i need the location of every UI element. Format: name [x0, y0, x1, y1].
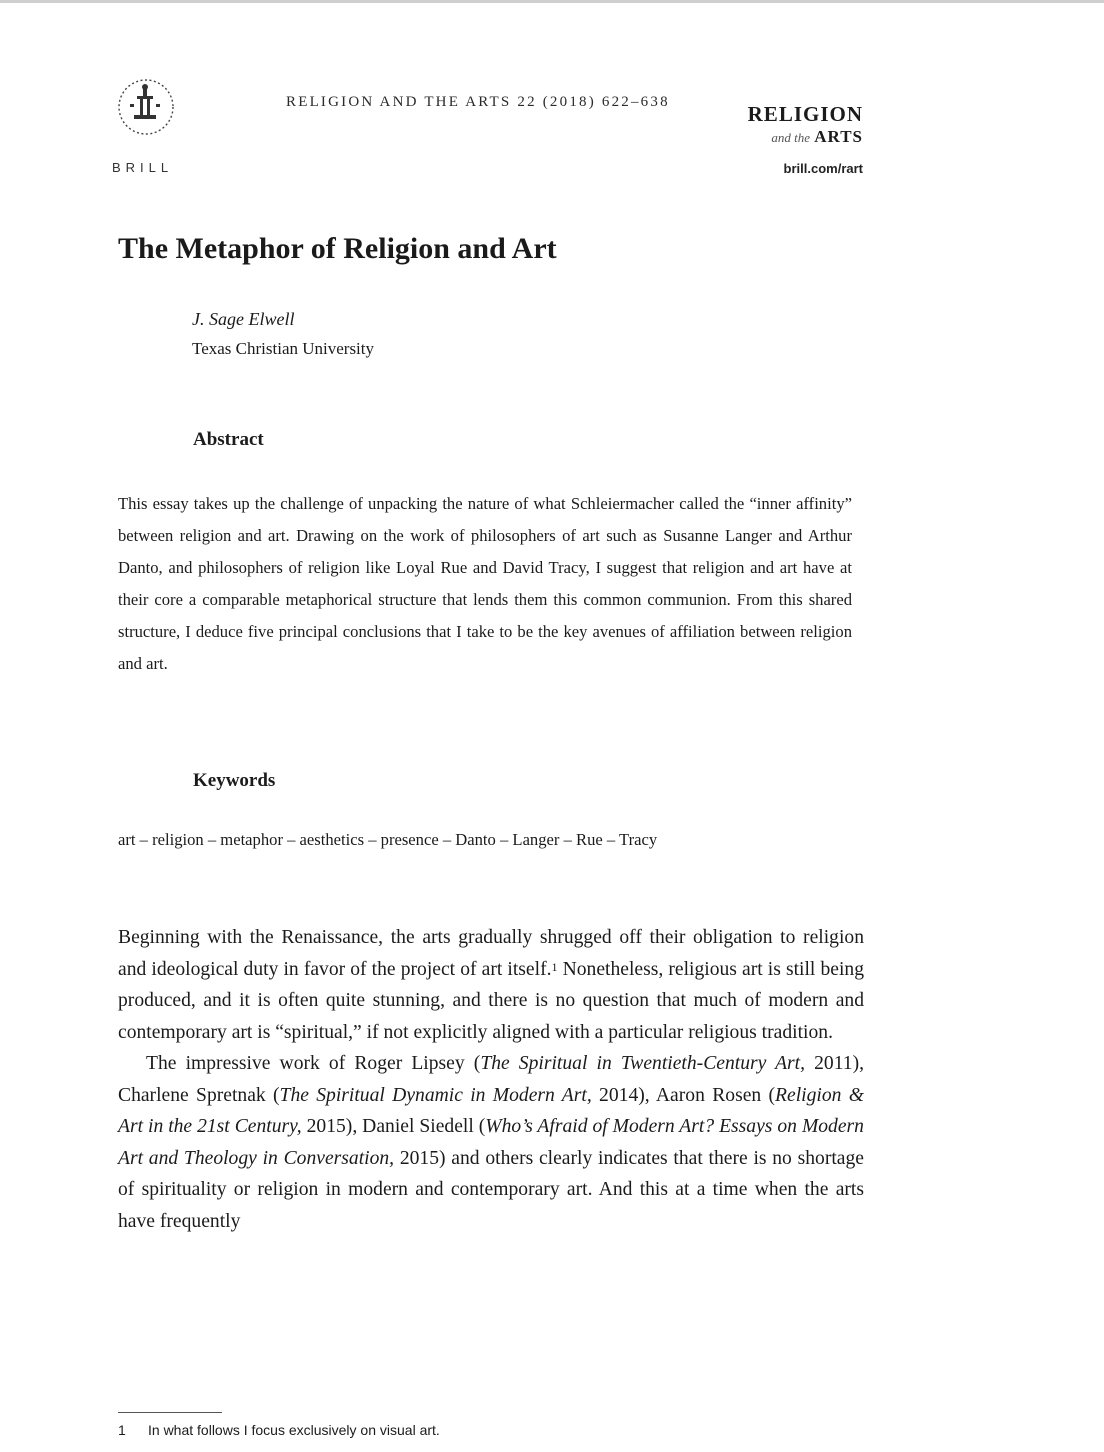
footnote-1	[118, 1422, 440, 1438]
p2-title-spretnak: The Spiritual Dynamic in Modern Art,	[279, 1084, 592, 1106]
abstract-text: This essay takes up the challenge of unpacking the nature of what Schleiermacher called the “inner affinity” between religion and art. Drawing on the work of philosophers of art such as Susanne Langer and Arthur Danto, and philosophers of religion like Loyal Rue and David Tracy, I suggest that religion and art have at their core a comparable metaphorical structure that lends them this common communion. From this shared structure, I deduce five principal conclusions that I take to be the key avenues of affiliation between religion and art.	[118, 494, 852, 673]
masthead-and-the: and the	[771, 130, 810, 145]
author-name: J. Sage Elwell	[192, 309, 295, 329]
running-head: RELIGION AND THE ARTS 22 (2018) 622–638	[286, 94, 670, 110]
footnote-number: 1	[118, 1422, 126, 1438]
masthead-religion: RELIGION	[747, 102, 863, 126]
p2-segment: 2015), Daniel Siedell (	[301, 1116, 486, 1137]
main-body-text	[118, 922, 864, 1237]
p2-title-rosen: Religion & Art in the 21st Century,	[118, 1084, 864, 1137]
p2-segment: 2011), Charlene Spretnak (	[118, 1053, 865, 1106]
journal-masthead	[727, 102, 863, 176]
p2-segment: 2014), Aaron Rosen (	[591, 1084, 776, 1106]
p2-title-lipsey: The Spiritual in Twentieth-Century Art,	[480, 1053, 806, 1074]
page-top-edge	[0, 0, 1104, 3]
p1-text: Beginning with the Renaissance, the arts gradually shrugged off their obligation to religion and ideological duty in favor of the project of art itself.	[118, 927, 864, 980]
article-title: The Metaphor of Religion and Art	[118, 232, 557, 265]
footnote-text: In what follows I focus exclusively on visual art.	[148, 1422, 440, 1438]
p2-title-siedell: Who’s Afraid of Modern Art? Essays on Modern Art and Theology in Conversation,	[118, 1116, 864, 1169]
p2-segment: The impressive work of Roger Lipsey (	[146, 1053, 481, 1074]
footnote-divider	[118, 1412, 222, 1413]
author-affiliation: Texas Christian University	[192, 339, 375, 358]
p2-segment: 2015) and others clearly indicates that there is no shortage of spirituality or religion in modern and contemporary art. And this at a time when the arts have frequently	[118, 1147, 864, 1232]
keywords-heading: Keywords	[193, 770, 276, 791]
footnote-marker[interactable]: 1	[551, 959, 558, 974]
brill-logo-icon	[110, 74, 182, 140]
abstract-heading: Abstract	[193, 429, 264, 450]
masthead-arts-line	[727, 126, 863, 149]
journal-url[interactable]: brill.com/rart	[783, 161, 863, 176]
masthead-arts: ARTS	[814, 127, 863, 146]
body-paragraph-1	[118, 922, 864, 1048]
body-paragraph-2	[118, 1048, 864, 1237]
keywords-list: art – religion – metaphor – aesthetics – presence – Danto – Langer – Rue – Tracy	[118, 830, 658, 849]
publisher-name: BRILL	[112, 160, 174, 175]
p1-text-after: Nonetheless, religious art is still being produced, and it is often quite stunning, and there is no question that much of modern and contemporary art is “spiritual,” if not explicitly aligned with a particular religious tradition.	[118, 958, 865, 1043]
